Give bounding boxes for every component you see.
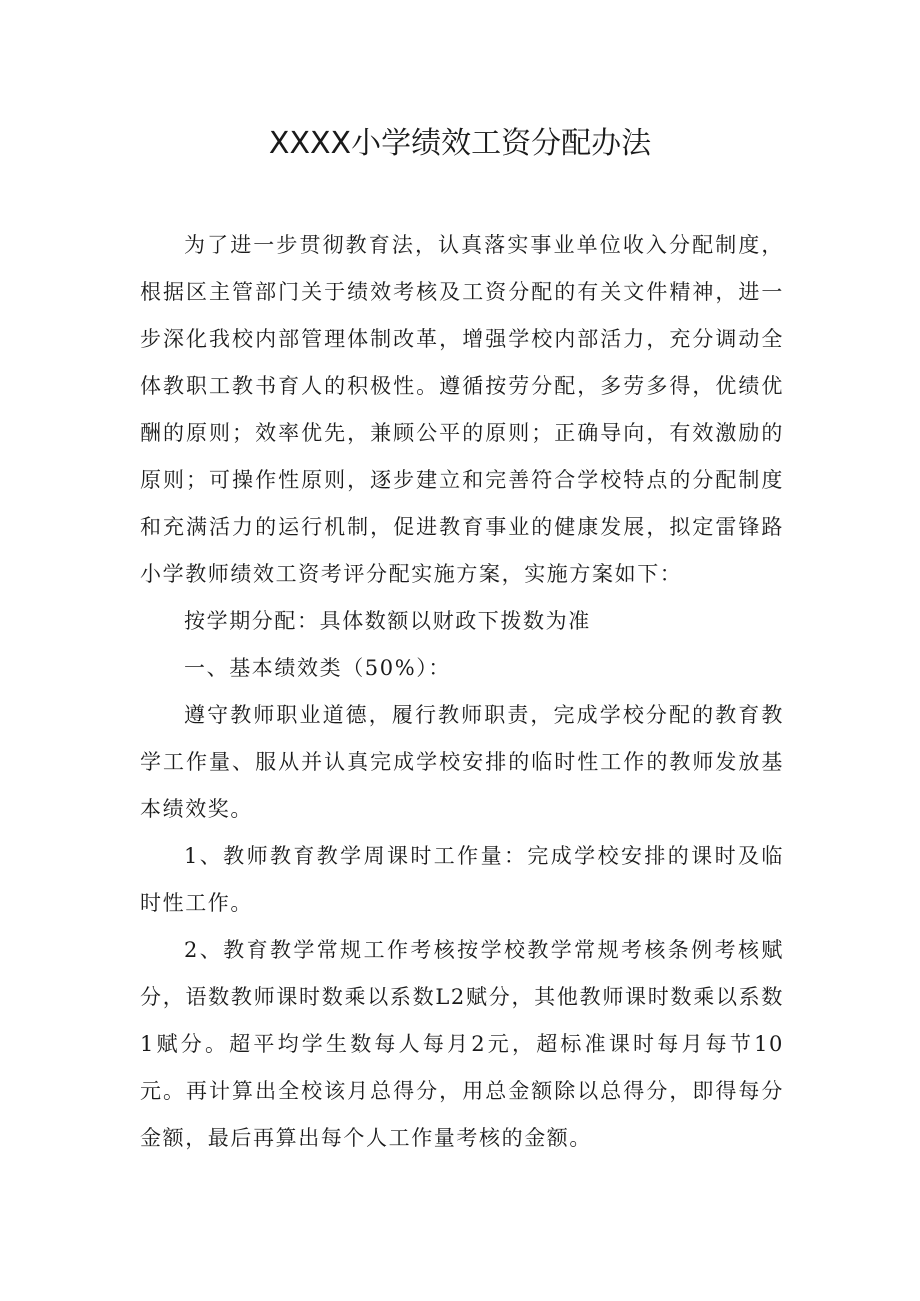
basic-performance-paragraph: 遵守教师职业道德，履行教师职责，完成学校分配的教育教学工作量、服从并认真完成学校安排的临时性工作的教师发放基本绩效奖。 [140, 703, 784, 821]
document-body [140, 222, 784, 1162]
document-title: XXXX小学绩效工资分配办法 [268, 126, 652, 161]
section-heading-basic-performance: 一、基本绩效类（50%）： [184, 656, 451, 680]
intro-paragraph: 为了进一步贯彻教育法，认真落实事业单位收入分配制度，根据区主管部门关于绩效考核及工资分配的有关文件精神，进一步深化我校内部管理体制改革，增强学校内部活力，充分调动全体教职工教书育人的积极性。遵循按劳分配，多劳多得，优绩优酬的原则；效率优先，兼顾公平的原则；正确导向，有效激励的原则；可操作性原则，逐步建立和完善符合学校特点的分配制度和充满活力的运行机制，促进教育事业的健康发展，拟定雷锋路小学教师绩效工资考评分配实施方案，实施方案如下： [140, 233, 784, 586]
item-2-paragraph: 2、教育教学常规工作考核按学校教学常规考核条例考核赋分，语数教师课时数乘以系数L2赋分，其他教师课时数乘以系数1赋分。超平均学生数每人每月2元，超标准课时每月每节10元。再计算出全校该月总得分，用总金额除以总得分，即得每分金额，最后再算出每个人工作量考核的金额。 [140, 938, 784, 1150]
item-1-paragraph: 1、教师教育教学周课时工作量：完成学校安排的课时及临时性工作。 [140, 844, 784, 915]
distribution-note: 按学期分配：具体数额以财政下拨数为准 [184, 609, 591, 633]
